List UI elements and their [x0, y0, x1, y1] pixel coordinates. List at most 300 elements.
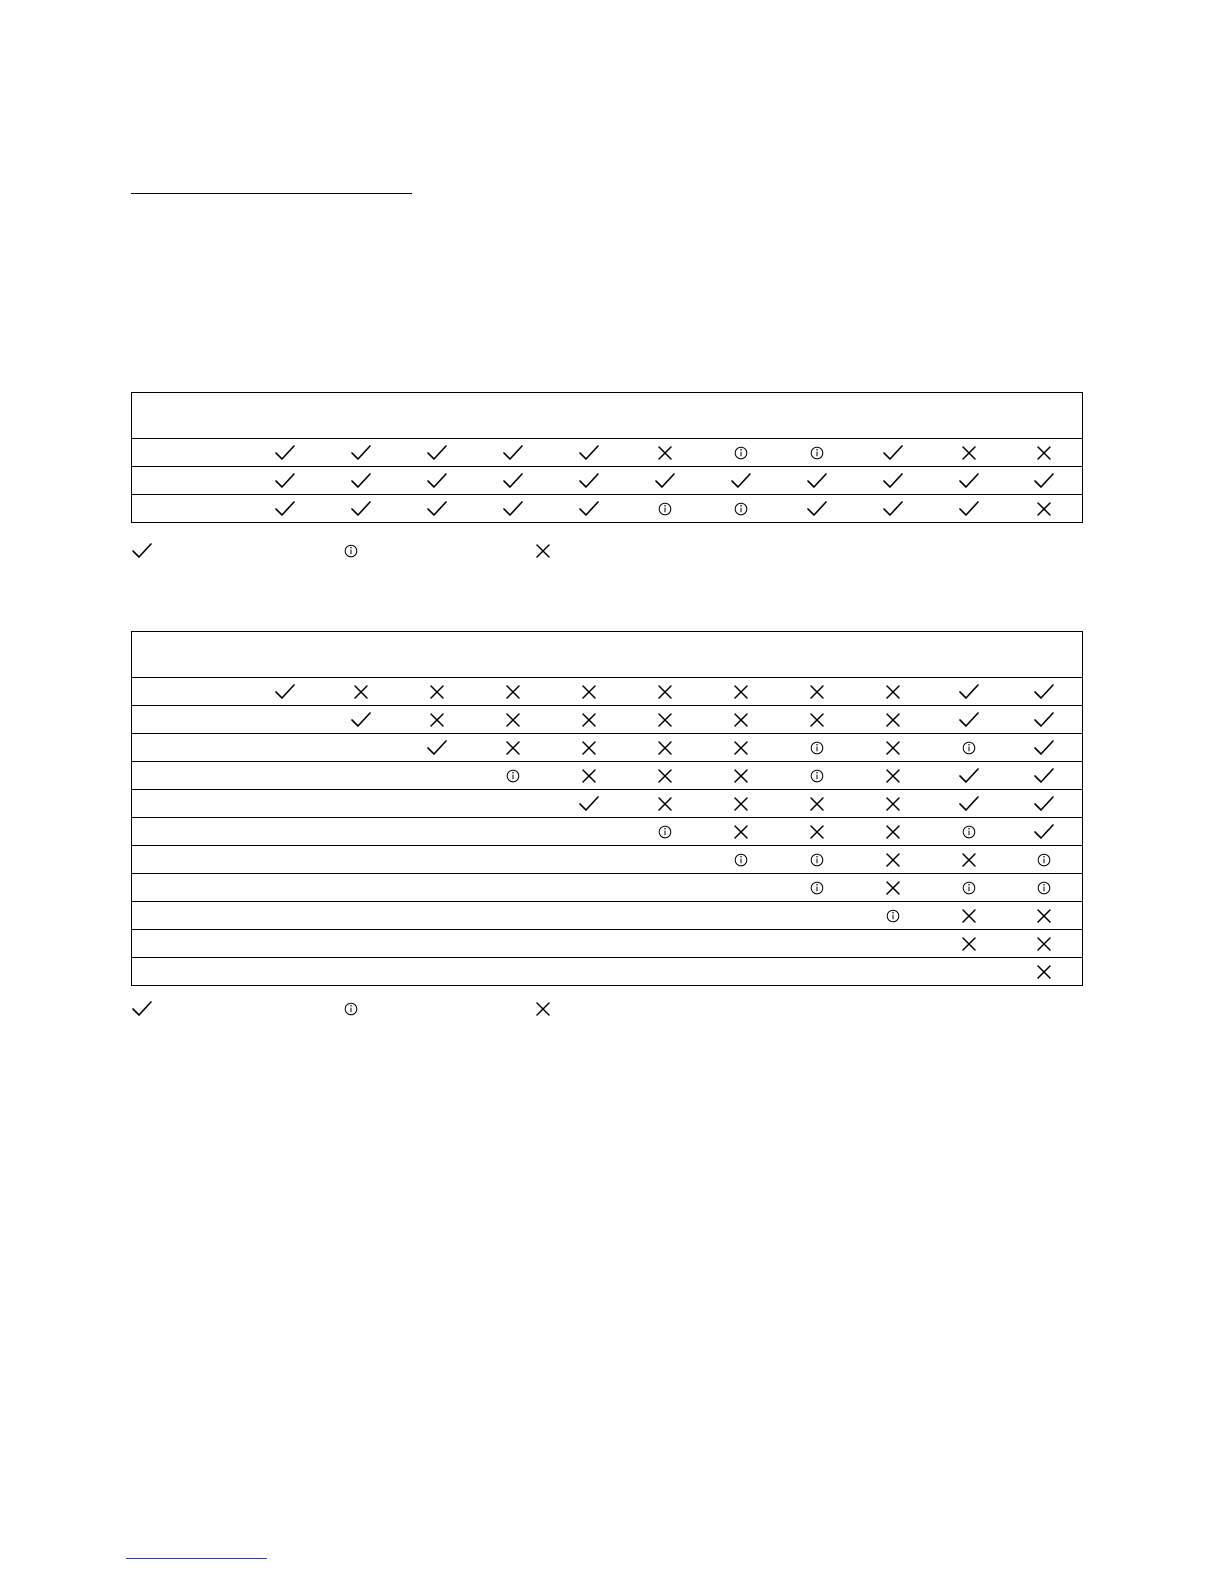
check-icon: [274, 682, 296, 702]
table-cell: [475, 958, 551, 986]
table-cell: [475, 902, 551, 930]
table-1-header-cell: [247, 393, 323, 439]
table-cell: [703, 495, 779, 523]
compatibility-table-1-body: [132, 393, 1083, 523]
table-cell: [247, 846, 323, 874]
row-label-cell: [132, 678, 247, 706]
table-cell: [855, 706, 931, 734]
info-icon: [1033, 850, 1055, 870]
table-1-header-row: [132, 393, 1083, 439]
cross-icon: [882, 710, 904, 730]
table-cell: [399, 846, 475, 874]
table-1-header-cell: [399, 393, 475, 439]
table-cell: [703, 706, 779, 734]
table-cell: [399, 734, 475, 762]
table-cell: [1007, 902, 1083, 930]
table-2-header-cell: [247, 632, 323, 678]
table-cell: [855, 930, 931, 958]
cross-icon: [882, 766, 904, 786]
table-2-header-cell: [132, 632, 247, 678]
table-1-header-cell: [931, 393, 1007, 439]
table-cell: [551, 762, 627, 790]
cross-icon: [426, 710, 448, 730]
table-cell: [703, 467, 779, 495]
cross-icon: [958, 850, 980, 870]
info-icon: [806, 878, 828, 898]
table-cell: [779, 874, 855, 902]
table-cell: [551, 439, 627, 467]
row-label-cell: [132, 958, 247, 986]
table-cell: [323, 958, 399, 986]
check-icon: [958, 710, 980, 730]
table-cell: [703, 818, 779, 846]
table-cell: [247, 706, 323, 734]
table-2-header-cell: [399, 632, 475, 678]
check-icon: [578, 499, 600, 519]
table-cell: [855, 818, 931, 846]
cross-icon: [882, 794, 904, 814]
table-cell: [627, 790, 703, 818]
table-cell: [475, 706, 551, 734]
table-cell: [247, 958, 323, 986]
table-cell: [627, 762, 703, 790]
header-rule: [131, 193, 412, 194]
table-cell: [399, 874, 475, 902]
info-icon: [806, 766, 828, 786]
table-cell: [475, 678, 551, 706]
cross-icon: [958, 906, 980, 926]
table-cell: [931, 790, 1007, 818]
table-row: [132, 902, 1083, 930]
table-cell: [703, 734, 779, 762]
row-label-cell: [132, 495, 247, 523]
table-cell: [323, 678, 399, 706]
table-cell: [475, 734, 551, 762]
check-icon: [882, 499, 904, 519]
check-icon: [730, 471, 752, 491]
table-cell: [399, 678, 475, 706]
cross-icon: [882, 738, 904, 758]
table-cell: [931, 818, 1007, 846]
table-cell: [551, 818, 627, 846]
row-label-cell: [132, 846, 247, 874]
table-cell: [855, 874, 931, 902]
table-cell: [551, 495, 627, 523]
row-label-cell: [132, 706, 247, 734]
row-label-cell: [132, 467, 247, 495]
table-cell: [855, 902, 931, 930]
table-cell: [1007, 706, 1083, 734]
check-icon: [350, 443, 372, 463]
check-icon: [958, 766, 980, 786]
table-cell: [551, 467, 627, 495]
table-cell: [627, 902, 703, 930]
table-cell: [475, 818, 551, 846]
cross-icon: [1033, 443, 1055, 463]
table-cell: [323, 467, 399, 495]
table-cell: [551, 706, 627, 734]
check-icon: [274, 499, 296, 519]
table-cell: [475, 846, 551, 874]
table-cell: [551, 874, 627, 902]
info-icon: [958, 738, 980, 758]
cross-icon: [882, 850, 904, 870]
table-cell: [779, 930, 855, 958]
table-cell: [399, 439, 475, 467]
table-row: [132, 790, 1083, 818]
check-icon: [502, 471, 524, 491]
info-icon: [806, 850, 828, 870]
row-label-cell: [132, 762, 247, 790]
check-icon: [578, 471, 600, 491]
check-icon: [1033, 710, 1055, 730]
cross-icon: [426, 682, 448, 702]
table-cell: [551, 734, 627, 762]
table-cell: [703, 790, 779, 818]
table-cell: [247, 818, 323, 846]
table-cell: [1007, 818, 1083, 846]
table-cell: [551, 846, 627, 874]
table-cell: [931, 902, 1007, 930]
cross-icon: [654, 766, 676, 786]
cross-icon: [958, 934, 980, 954]
footnote-rule: [126, 1558, 267, 1559]
table-cell: [323, 439, 399, 467]
row-label-cell: [132, 874, 247, 902]
table-cell: [931, 762, 1007, 790]
cross-icon: [654, 443, 676, 463]
table-cell: [475, 467, 551, 495]
cross-icon: [882, 878, 904, 898]
table-cell: [931, 467, 1007, 495]
table-1-header-cell: [1007, 393, 1083, 439]
table-cell: [399, 495, 475, 523]
check-icon: [578, 443, 600, 463]
table-row: [132, 678, 1083, 706]
table-cell: [475, 930, 551, 958]
cross-icon: [578, 766, 600, 786]
table-1-header-cell: [475, 393, 551, 439]
info-icon: [730, 850, 752, 870]
table-cell: [399, 706, 475, 734]
cross-icon: [1033, 962, 1055, 982]
cross-icon: [350, 682, 372, 702]
table-cell: [247, 902, 323, 930]
check-icon: [1033, 822, 1055, 842]
cross-icon: [654, 682, 676, 702]
check-icon: [426, 471, 448, 491]
table-cell: [1007, 846, 1083, 874]
table-cell: [779, 467, 855, 495]
check-icon: [131, 541, 153, 561]
cross-icon: [730, 710, 752, 730]
table-cell: [323, 495, 399, 523]
table-2-header-cell: [323, 632, 399, 678]
table-cell: [779, 495, 855, 523]
table-row: [132, 439, 1083, 467]
table-cell: [779, 706, 855, 734]
table-cell: [703, 439, 779, 467]
check-icon: [958, 499, 980, 519]
cross-icon: [502, 710, 524, 730]
cross-icon: [532, 999, 554, 1019]
table-2-header-cell: [627, 632, 703, 678]
table-cell: [931, 930, 1007, 958]
table-row: [132, 818, 1083, 846]
check-icon: [502, 499, 524, 519]
row-label-cell: [132, 930, 247, 958]
info-icon: [340, 541, 362, 561]
table-cell: [399, 902, 475, 930]
table-cell: [247, 930, 323, 958]
table-cell: [1007, 678, 1083, 706]
table-row: [132, 495, 1083, 523]
cross-icon: [730, 766, 752, 786]
table-cell: [855, 734, 931, 762]
table-cell: [551, 790, 627, 818]
cross-icon: [806, 682, 828, 702]
table-cell: [323, 930, 399, 958]
check-icon: [426, 443, 448, 463]
table-2-header-cell: [779, 632, 855, 678]
legend-2: [131, 999, 571, 1021]
check-icon: [958, 794, 980, 814]
cross-icon: [806, 794, 828, 814]
cross-icon: [654, 738, 676, 758]
row-label-cell: [132, 818, 247, 846]
table-cell: [247, 467, 323, 495]
table-cell: [779, 790, 855, 818]
table-2-header-cell: [551, 632, 627, 678]
table-cell: [703, 874, 779, 902]
check-icon: [882, 471, 904, 491]
cross-icon: [730, 738, 752, 758]
table-2-header-row: [132, 632, 1083, 678]
table-cell: [247, 734, 323, 762]
table-cell: [627, 930, 703, 958]
table-cell: [475, 495, 551, 523]
table-cell: [247, 874, 323, 902]
table-cell: [627, 495, 703, 523]
check-icon: [350, 471, 372, 491]
table-cell: [855, 958, 931, 986]
table-cell: [627, 734, 703, 762]
cross-icon: [730, 794, 752, 814]
table-cell: [1007, 930, 1083, 958]
check-icon: [350, 710, 372, 730]
table-row: [132, 762, 1083, 790]
cross-icon: [730, 682, 752, 702]
table-cell: [855, 846, 931, 874]
legend-1: [131, 541, 571, 563]
table-cell: [703, 846, 779, 874]
table-cell: [323, 734, 399, 762]
table-cell: [1007, 439, 1083, 467]
check-icon: [806, 471, 828, 491]
table-cell: [323, 762, 399, 790]
info-icon: [654, 822, 676, 842]
table-cell: [855, 439, 931, 467]
table-cell: [627, 846, 703, 874]
info-icon: [730, 499, 752, 519]
cross-icon: [958, 443, 980, 463]
table-2-header-cell: [855, 632, 931, 678]
table-row: [132, 846, 1083, 874]
table-cell: [855, 467, 931, 495]
cross-icon: [502, 682, 524, 702]
table-cell: [703, 930, 779, 958]
table-cell: [247, 790, 323, 818]
table-2-header-cell: [1007, 632, 1083, 678]
info-icon: [806, 738, 828, 758]
table-cell: [1007, 467, 1083, 495]
table-cell: [703, 678, 779, 706]
table-cell: [627, 874, 703, 902]
table-cell: [703, 958, 779, 986]
table-cell: [1007, 790, 1083, 818]
table-row: [132, 706, 1083, 734]
table-cell: [627, 439, 703, 467]
row-label-cell: [132, 790, 247, 818]
cross-icon: [882, 682, 904, 702]
cross-icon: [882, 822, 904, 842]
table-cell: [627, 467, 703, 495]
table-cell: [551, 930, 627, 958]
table-cell: [779, 439, 855, 467]
info-icon: [340, 999, 362, 1019]
table-cell: [627, 958, 703, 986]
compatibility-table-2-body: [132, 632, 1083, 986]
table-cell: [779, 846, 855, 874]
check-icon: [882, 443, 904, 463]
check-icon: [1033, 766, 1055, 786]
row-label-cell: [132, 734, 247, 762]
table-cell: [1007, 734, 1083, 762]
table-cell: [399, 930, 475, 958]
table-cell: [931, 678, 1007, 706]
table-cell: [551, 958, 627, 986]
cross-icon: [730, 822, 752, 842]
table-cell: [703, 762, 779, 790]
table-1-header-cell: [551, 393, 627, 439]
table-cell: [931, 846, 1007, 874]
table-cell: [627, 818, 703, 846]
check-icon: [131, 999, 153, 1019]
cross-icon: [806, 822, 828, 842]
table-1-header-cell: [627, 393, 703, 439]
table-2-header-cell: [703, 632, 779, 678]
info-icon: [1033, 878, 1055, 898]
table-cell: [627, 678, 703, 706]
check-icon: [426, 738, 448, 758]
info-icon: [958, 822, 980, 842]
table-cell: [627, 706, 703, 734]
table-cell: [551, 678, 627, 706]
info-icon: [654, 499, 676, 519]
cross-icon: [578, 682, 600, 702]
info-icon: [882, 906, 904, 926]
table-cell: [779, 734, 855, 762]
cross-icon: [578, 738, 600, 758]
table-1-header-cell: [132, 393, 247, 439]
cross-icon: [502, 738, 524, 758]
table-1-header-cell: [703, 393, 779, 439]
check-icon: [1033, 738, 1055, 758]
table-cell: [247, 762, 323, 790]
table-2-header-cell: [931, 632, 1007, 678]
cross-icon: [578, 710, 600, 730]
table-1-header-cell: [323, 393, 399, 439]
check-icon: [426, 499, 448, 519]
info-icon: [958, 878, 980, 898]
cross-icon: [1033, 934, 1055, 954]
check-icon: [502, 443, 524, 463]
info-icon: [502, 766, 524, 786]
table-cell: [475, 762, 551, 790]
cross-icon: [654, 710, 676, 730]
table-cell: [931, 706, 1007, 734]
table-cell: [247, 678, 323, 706]
table-cell: [779, 678, 855, 706]
table-cell: [1007, 762, 1083, 790]
table-cell: [399, 762, 475, 790]
table-cell: [779, 818, 855, 846]
table-1-header-cell: [779, 393, 855, 439]
check-icon: [1033, 682, 1055, 702]
row-label-cell: [132, 902, 247, 930]
row-label-cell: [132, 439, 247, 467]
table-cell: [551, 902, 627, 930]
check-icon: [958, 682, 980, 702]
table-row: [132, 467, 1083, 495]
table-cell: [855, 678, 931, 706]
table-row: [132, 958, 1083, 986]
table-cell: [247, 439, 323, 467]
table-row: [132, 874, 1083, 902]
cross-icon: [532, 541, 554, 561]
table-cell: [323, 706, 399, 734]
check-icon: [958, 471, 980, 491]
check-icon: [1033, 794, 1055, 814]
table-cell: [475, 790, 551, 818]
table-cell: [323, 790, 399, 818]
table-cell: [855, 790, 931, 818]
cross-icon: [654, 794, 676, 814]
cross-icon: [1033, 906, 1055, 926]
table-cell: [1007, 874, 1083, 902]
table-cell: [399, 958, 475, 986]
table-cell: [1007, 495, 1083, 523]
check-icon: [654, 471, 676, 491]
table-cell: [323, 874, 399, 902]
table-cell: [855, 495, 931, 523]
table-cell: [855, 762, 931, 790]
table-cell: [399, 818, 475, 846]
cross-icon: [806, 710, 828, 730]
check-icon: [350, 499, 372, 519]
table-cell: [399, 790, 475, 818]
info-icon: [730, 443, 752, 463]
table-cell: [779, 902, 855, 930]
table-cell: [931, 734, 1007, 762]
table-cell: [323, 846, 399, 874]
table-2-header-cell: [475, 632, 551, 678]
table-cell: [475, 874, 551, 902]
compatibility-table-2: [131, 631, 1083, 986]
table-cell: [247, 495, 323, 523]
table-cell: [931, 874, 1007, 902]
table-cell: [1007, 958, 1083, 986]
